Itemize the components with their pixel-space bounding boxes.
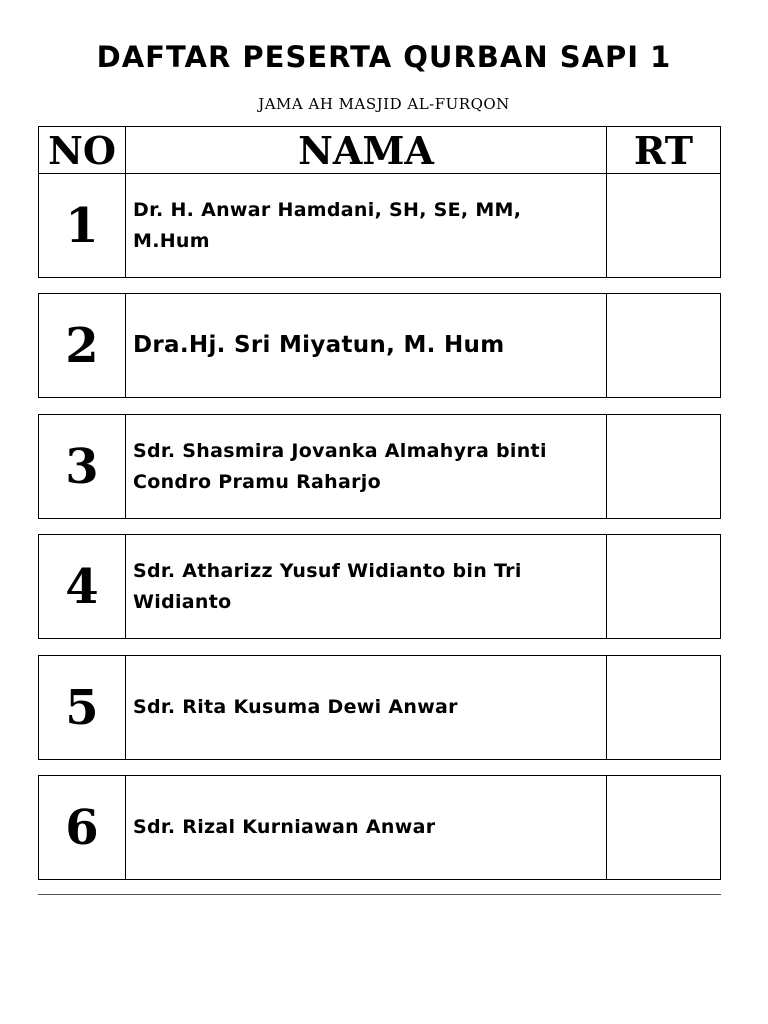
row-rt <box>606 294 720 397</box>
row-name: Sdr. Atharizz Yusuf Widianto bin Tri Widianto <box>125 535 606 638</box>
table-row <box>38 655 721 760</box>
header-nama: NAMA <box>125 127 606 173</box>
header-rt: RT <box>606 127 720 173</box>
row-rt <box>606 776 720 879</box>
document-title: DAFTAR PESERTA QURBAN SAPI 1 <box>96 40 672 74</box>
row-name: Sdr. Rita Kusuma Dewi Anwar <box>125 656 606 759</box>
row-number: 1 <box>65 197 99 254</box>
row-number: 5 <box>65 679 99 736</box>
row-name: Sdr. Shasmira Jovanka Almahyra binti Condro Pramu Raharjo <box>125 415 606 518</box>
row-rt <box>606 415 720 518</box>
row-name: Dra.Hj. Sri Miyatun, M. Hum <box>125 294 606 397</box>
row-rt <box>606 535 720 638</box>
row-rt <box>606 656 720 759</box>
table-row <box>38 534 721 639</box>
row-rt <box>606 174 720 277</box>
row-number: 6 <box>65 799 99 856</box>
row-number: 4 <box>65 558 99 615</box>
table-row <box>38 293 721 398</box>
header-no: NO <box>48 127 116 173</box>
table-row <box>38 775 721 880</box>
table-header <box>38 126 721 173</box>
document-subtitle: JAMA AH MASJID AL-FURQON <box>258 95 510 113</box>
row-number: 2 <box>65 317 99 374</box>
table-row <box>38 173 721 278</box>
table-row <box>38 414 721 519</box>
row-number: 3 <box>65 438 99 495</box>
footer-divider <box>38 894 721 895</box>
row-name: Sdr. Rizal Kurniawan Anwar <box>125 776 606 879</box>
row-name: Dr. H. Anwar Hamdani, SH, SE, MM, M.Hum <box>125 174 606 277</box>
